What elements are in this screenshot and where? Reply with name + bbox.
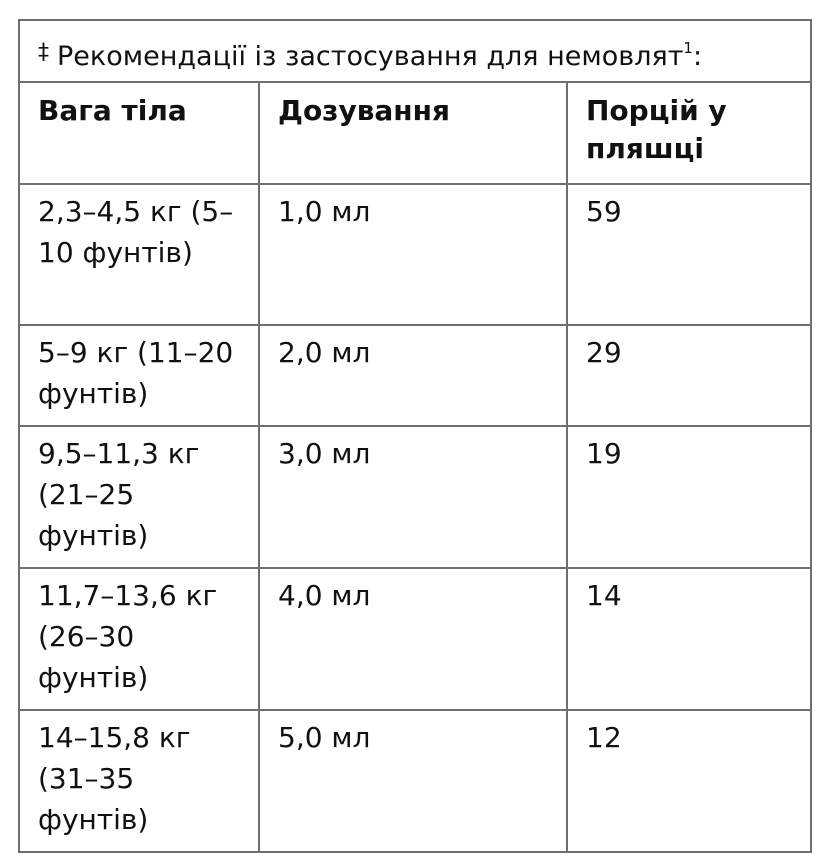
cell-weight: 9,5–11,3 кг (21–25 фунтів): [19, 426, 259, 568]
cell-dosage: 1,0 мл: [259, 184, 567, 325]
cell-servings: 12: [567, 710, 811, 852]
cell-servings: 19: [567, 426, 811, 568]
table-row: [19, 568, 811, 710]
double-dagger-symbol: ‡: [38, 40, 49, 65]
cell-weight: 14–15,8 кг (31–35 фунтів): [19, 710, 259, 852]
cell-dosage: 5,0 мл: [259, 710, 567, 852]
cell-dosage: 2,0 мл: [259, 325, 567, 426]
cell-dosage: 4,0 мл: [259, 568, 567, 710]
table-row: [19, 325, 811, 426]
footnote-ref: 1: [683, 39, 693, 57]
cell-servings: 29: [567, 325, 811, 426]
caption-text: Рекомендації із застосування для немовлят: [57, 41, 684, 72]
cell-dosage: 3,0 мл: [259, 426, 567, 568]
cell-servings: 59: [567, 184, 811, 325]
table-row: [19, 184, 811, 325]
cell-weight: 11,7–13,6 кг (26–30 фунтів): [19, 568, 259, 710]
header-servings: Порцій у пляшці: [567, 82, 811, 184]
table-row: [19, 710, 811, 852]
header-weight: Вага тіла: [19, 82, 259, 184]
table-row: [19, 426, 811, 568]
caption-suffix: :: [692, 41, 703, 72]
table-caption: [19, 20, 811, 82]
header-dosage: Дозування: [259, 82, 567, 184]
caption-row: [19, 20, 811, 82]
dosing-table: [18, 19, 812, 853]
header-row: [19, 82, 811, 184]
cell-weight: 5–9 кг (11–20 фунтів): [19, 325, 259, 426]
cell-weight: 2,3–4,5 кг (5–10 фунтів): [19, 184, 259, 325]
cell-servings: 14: [567, 568, 811, 710]
